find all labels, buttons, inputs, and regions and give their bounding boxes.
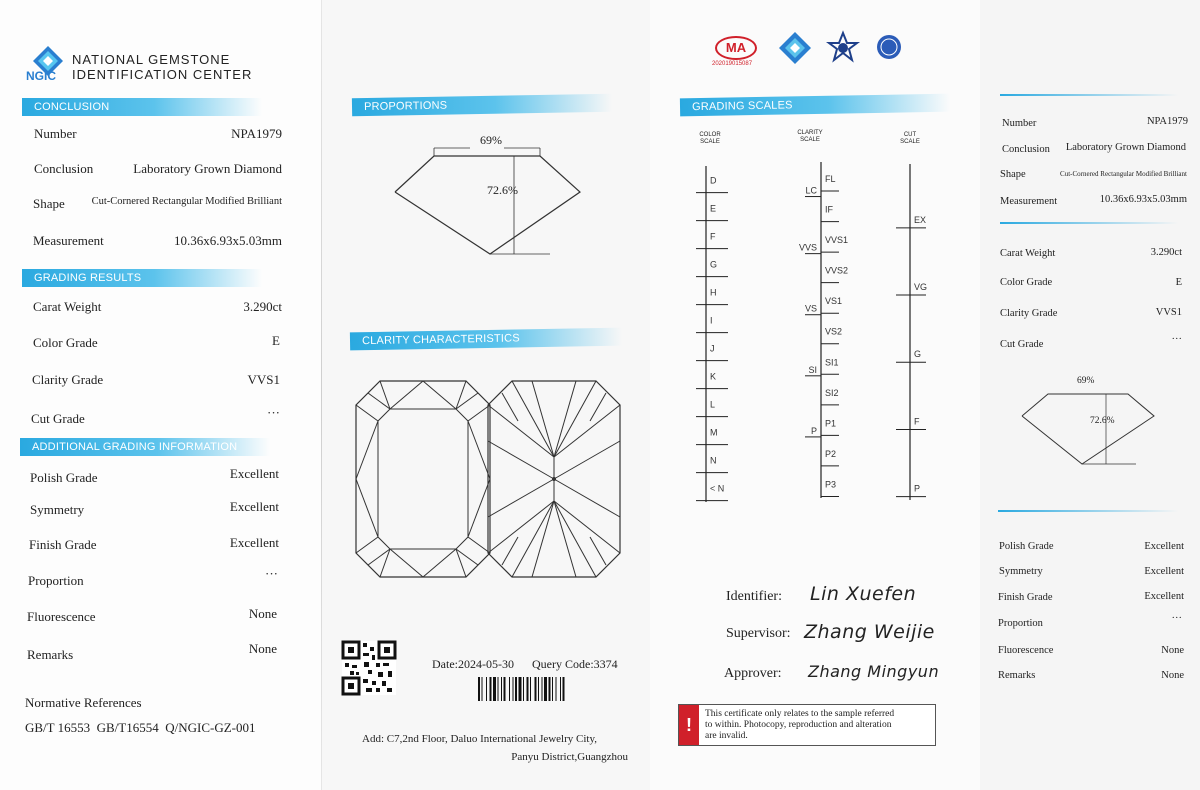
approver-label: Approver: — [724, 666, 782, 681]
cut-scale-grade: G — [914, 349, 922, 360]
label-cut: Cut Grade — [31, 411, 85, 426]
clarity-scale-group: P — [810, 425, 817, 436]
clarity-scale-group: VVS — [798, 242, 817, 253]
cma-logo-text: MA — [725, 40, 747, 55]
summary-label-conclusion: Conclusion — [1002, 144, 1050, 155]
barcode-bar — [515, 677, 517, 701]
panel-diagrams — [322, 0, 650, 790]
label-fluorescence: Fluorescence — [27, 609, 96, 624]
barcode-bar — [498, 677, 499, 701]
summary-value-number: NPA1979 — [1146, 116, 1188, 127]
barcode-bar — [493, 677, 496, 701]
grading-scales-header: GRADING SCALES — [680, 94, 950, 117]
supervisor-signature: Zhang Weijie — [804, 621, 935, 643]
summary-depth-pct: 72.6% — [1090, 416, 1115, 426]
value-color: E — [272, 333, 280, 348]
identifier-label: Identifier: — [726, 589, 782, 604]
brand-name-line1: NATIONAL GEMSTONE — [72, 52, 231, 67]
color-scale-grade: I — [710, 315, 713, 326]
summary-value-remarks: None — [1161, 670, 1184, 681]
color-scale-grade: J — [710, 343, 715, 354]
clarity-scale-grade: IF — [825, 204, 833, 215]
barcode-bar — [560, 677, 561, 701]
barcode-bar — [478, 677, 480, 701]
summary-value-shape: Cut-Cornered Rectangular Modified Brilliant — [1060, 170, 1187, 178]
ngic-mark-icon — [779, 32, 811, 64]
value-proportion: ··· — [265, 566, 278, 581]
clarity-characteristics-header: CLARITY CHARACTERISTICS — [350, 328, 622, 351]
value-finish: Excellent — [229, 535, 279, 550]
label-finish: Finish Grade — [29, 537, 97, 552]
barcode-bar — [552, 677, 553, 701]
barcode-bar — [563, 677, 565, 701]
value-conclusion: Laboratory Grown Diamond — [133, 161, 282, 176]
value-number: NPA1979 — [231, 126, 282, 141]
summary-label-clarity: Clarity Grade — [1000, 308, 1058, 319]
barcode-bar — [535, 677, 537, 701]
footer-query-code: Query Code:3374 — [532, 657, 618, 671]
proportion-depth-pct: 72.6% — [487, 183, 518, 197]
cut-scale-grade: EX — [914, 214, 927, 225]
color-scale-grade: N — [710, 455, 717, 466]
summary-label-carat: Carat Weight — [1000, 248, 1056, 259]
value-polish: Excellent — [229, 466, 279, 481]
clarity-scale-grade: VS1 — [825, 296, 843, 307]
summary-value-cut: ··· — [1171, 334, 1182, 345]
barcode-bar — [509, 677, 510, 701]
identifier-signature: Lin Xuefen — [810, 583, 917, 605]
barcode-bar — [523, 677, 524, 701]
additional-header: ADDITIONAL GRADING INFORMATION — [20, 438, 270, 456]
cma-logo — [715, 36, 757, 60]
clarity-scale-group: SI — [808, 364, 817, 375]
barcode-bar — [556, 677, 557, 701]
label-color: Color Grade — [33, 335, 98, 350]
summary-value-clarity: VVS1 — [1155, 307, 1182, 318]
cut-scale-title-1: CUT — [903, 132, 917, 138]
warning-icon: ! — [679, 705, 699, 745]
label-clarity: Clarity Grade — [32, 372, 104, 387]
summary-label-proportion: Proportion — [998, 618, 1043, 629]
color-scale-grade: G — [710, 259, 718, 270]
summary-label-fluorescence: Fluorescence — [998, 645, 1054, 656]
label-measurement: Measurement — [33, 233, 104, 248]
barcode-bar — [538, 677, 539, 701]
testing-seal-icon — [874, 32, 904, 62]
summary-value-measurement: 10.36x6.93x5.03mm — [1099, 194, 1187, 205]
color-scale-grade: F — [710, 231, 716, 242]
barcode-bar — [530, 677, 531, 701]
clarity-scale — [783, 162, 863, 502]
clarity-scale-grade: SI2 — [825, 387, 839, 398]
barcode-bar — [504, 677, 506, 701]
value-cut: ··· — [267, 405, 280, 420]
summary-value-conclusion: Laboratory Grown Diamond — [1065, 142, 1186, 153]
footer-address-line2: Panyu District,Guangzhou — [511, 751, 628, 763]
summary-label-polish: Polish Grade — [999, 541, 1054, 552]
cut-scale-title-2: SCALE — [900, 139, 920, 145]
barcode-bar — [527, 677, 529, 701]
qr-code[interactable] — [342, 641, 396, 695]
barcode-bar — [549, 677, 551, 701]
value-symmetry: Excellent — [229, 499, 279, 514]
cma-number: 202019015087 — [712, 61, 753, 67]
summary-value-fluorescence: None — [1161, 645, 1184, 656]
color-scale-grade: H — [710, 287, 717, 298]
panel-summary-card — [980, 0, 1200, 790]
notice-line2: to within. Photocopy, reproduction and alteration — [705, 720, 892, 730]
summary-value-color: E — [1175, 277, 1182, 288]
clarity-scale-grade: VVS2 — [825, 265, 849, 276]
color-scale-grade: D — [710, 175, 717, 186]
summary-value-carat: 3.290ct — [1150, 247, 1182, 258]
clarity-scale-grade: P1 — [825, 418, 837, 429]
clarity-scale-grade: SI1 — [825, 357, 839, 368]
notice-line1: This certificate only relates to the sample referred — [705, 709, 895, 719]
color-scale-grade: K — [710, 371, 717, 382]
conclusion-header: CONCLUSION — [22, 98, 262, 116]
value-clarity: VVS1 — [247, 372, 280, 387]
summary-value-finish: Excellent — [1144, 591, 1184, 602]
barcode-bar — [544, 677, 547, 701]
footer-date: Date:2024-05-30 — [432, 657, 514, 671]
label-conclusion: Conclusion — [34, 161, 94, 176]
color-scale-grade: M — [710, 427, 718, 438]
cut-scale — [890, 164, 940, 504]
summary-label-color: Color Grade — [1000, 277, 1053, 288]
footer-address-line1: Add: C7,2nd Floor, Daluo International Jewelry City, — [362, 733, 598, 745]
value-fluorescence: None — [248, 606, 277, 621]
color-scale-grade: < N — [710, 483, 725, 494]
cut-scale-grade: VG — [914, 282, 928, 293]
clarity-scale-title-1: CLARITY — [797, 130, 823, 136]
clarity-scale-grade: P3 — [825, 479, 837, 490]
label-symmetry: Symmetry — [30, 502, 85, 517]
barcode — [478, 677, 620, 703]
color-scale — [692, 166, 732, 506]
clarity-scale-group: VS — [804, 303, 817, 314]
color-scale-title-2: SCALE — [700, 139, 720, 145]
label-number: Number — [34, 126, 77, 141]
value-measurement: 10.36x6.93x5.03mm — [174, 233, 282, 248]
barcode-bar — [542, 677, 543, 701]
summary-proportions-diagram — [1018, 390, 1158, 470]
summary-value-polish: Excellent — [1144, 541, 1184, 552]
clarity-scale-grade: FL — [825, 174, 836, 185]
barcode-bar — [486, 677, 487, 701]
color-scale-grade: E — [710, 203, 717, 214]
summary-label-cut: Cut Grade — [1000, 339, 1044, 350]
summary-label-symmetry: Symmetry — [999, 566, 1043, 577]
summary-label-measurement: Measurement — [1000, 196, 1058, 207]
clarity-scale-grade: VVS1 — [825, 235, 849, 246]
proportions-header: PROPORTIONS — [352, 94, 612, 117]
clarity-scale-grade: VS2 — [825, 326, 843, 337]
clarity-plot-crown-view — [356, 381, 490, 577]
barcode-bar — [482, 677, 483, 701]
clarity-plot-pavilion-view — [488, 381, 620, 577]
notice-box — [678, 704, 936, 746]
value-shape: Cut-Cornered Rectangular Modified Brilliant — [91, 196, 282, 207]
label-proportion: Proportion — [28, 573, 84, 588]
label-shape: Shape — [33, 196, 65, 211]
clarity-scale-group: LC — [805, 185, 817, 196]
clarity-scale-grade: P2 — [825, 448, 837, 459]
summary-value-symmetry: Excellent — [1144, 566, 1184, 577]
summary-value-proportion: ··· — [1171, 613, 1182, 624]
label-carat: Carat Weight — [33, 299, 102, 314]
normative-title: Normative References — [25, 695, 142, 710]
supervisor-label: Supervisor: — [726, 626, 791, 641]
proportion-table-pct: 69% — [480, 133, 502, 147]
barcode-bar — [501, 677, 502, 701]
color-scale-grade: L — [710, 399, 716, 410]
value-carat: 3.290ct — [243, 299, 282, 314]
cut-scale-grade: P — [914, 483, 921, 494]
barcode-bar — [519, 677, 522, 701]
clarity-scale-title-2: SCALE — [800, 137, 820, 143]
grading-results-header: GRADING RESULTS — [22, 269, 262, 287]
notice-line3: are invalid. — [705, 731, 748, 741]
panel-report-details — [0, 0, 322, 790]
label-polish: Polish Grade — [30, 470, 98, 485]
summary-label-number: Number — [1002, 118, 1037, 129]
brand-name-line2: IDENTIFICATION CENTER — [72, 67, 253, 82]
accreditation-star-icon — [828, 32, 858, 62]
label-remarks: Remarks — [27, 647, 74, 662]
barcode-bar — [490, 677, 492, 701]
cut-scale-grade: F — [914, 416, 920, 427]
summary-label-finish: Finish Grade — [998, 592, 1053, 603]
normative-refs: GB/T 16553 GB/T16554 Q/NGIC-GZ-001 — [25, 720, 256, 735]
value-remarks: None — [248, 641, 277, 656]
brand-abbr: NGIC — [26, 69, 56, 83]
summary-label-shape: Shape — [1000, 169, 1026, 180]
panel-grading-scales — [650, 0, 980, 790]
summary-table-pct: 69% — [1077, 376, 1095, 386]
barcode-bar — [513, 677, 514, 701]
summary-label-remarks: Remarks — [998, 670, 1036, 681]
color-scale-title-1: COLOR — [699, 132, 721, 138]
approver-signature: Zhang Mingyun — [808, 662, 940, 681]
